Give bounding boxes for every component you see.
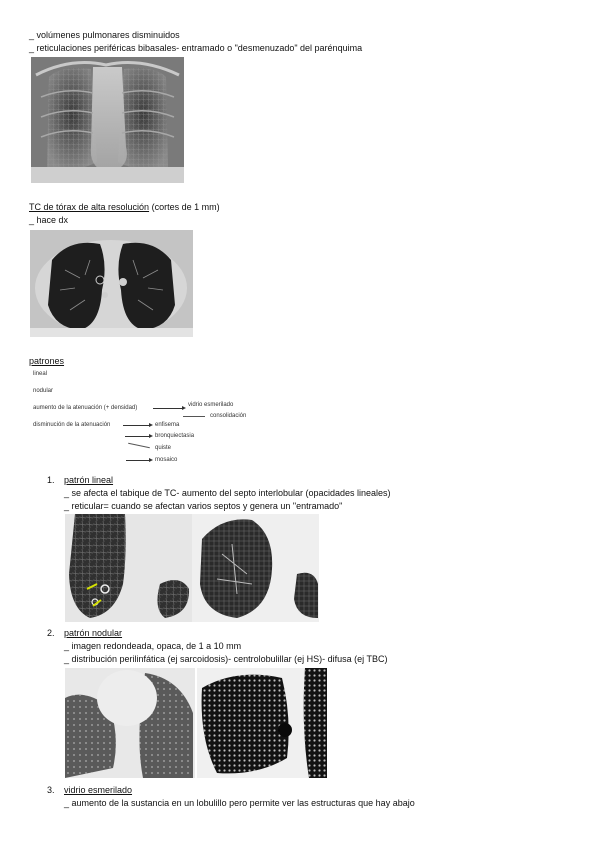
list-item-1-title: patrón lineal (64, 475, 114, 485)
diagram-disminucion: disminución de la atenuación (33, 422, 111, 428)
list-item-3-number: 3. (47, 785, 55, 795)
patrones-heading: patrones (29, 356, 65, 366)
list-item-1-number: 1. (47, 475, 55, 485)
list-item-2-line-2: _ distribución perilinfática (ej sarcoidosis)- centrolobulillar (ej HS)- difusa (ej TBC) (64, 654, 388, 664)
lineal-ct-image-2 (192, 514, 319, 622)
nodular-ct-image-2 (197, 668, 327, 778)
list-item-2-line-1: _ imagen redondeada, opaca, de 1 a 10 mm (64, 641, 242, 651)
arrow-to-enfisema (123, 425, 150, 426)
diagram-mosaico: mosaico (155, 457, 178, 463)
diagram-enfisema: enfisema (155, 422, 180, 428)
arrow-to-bronquiectasia (125, 436, 150, 437)
diagram-nodular: nodular (33, 388, 54, 394)
diagram-vidrio: vidrio esmerilado (188, 402, 234, 408)
arrow-to-vidrio (153, 408, 183, 409)
intro-line-1: _ volúmenes pulmonares disminuidos (29, 30, 180, 40)
line-to-consolidacion (183, 416, 205, 417)
tc-line: _ hace dx (29, 215, 69, 225)
diagram-consolidacion: consolidación (210, 413, 247, 419)
intro-line-2: _ reticulaciones periféricas bibasales- entramado o "desmenuzado" del parénquima (29, 43, 363, 53)
diagram-aumento: aumento de la atenuación (+ densidad) (33, 405, 138, 411)
diagram-quiste: quiste (155, 445, 172, 451)
tc-heading-link: TC de tórax de alta resolución (29, 202, 150, 212)
list-item-1-line-1: _ se afecta el tabique de TC- aumento del septo interlobular (opacidades lineales) (64, 488, 391, 498)
list-item-2-title: patrón nodular (64, 628, 123, 638)
chest-xray-image (31, 57, 184, 183)
list-item-3-title: vidrio esmerilado (64, 785, 133, 795)
nodular-ct-image-1 (65, 668, 195, 778)
ct-scan-image (30, 230, 193, 337)
list-item-3-line-1: _ aumento de la sustancia en un lobulillo pero permite ver las estructuras que hay abajo (64, 798, 415, 808)
diagram-lineal: lineal (33, 371, 48, 377)
lineal-ct-image-1 (65, 514, 192, 622)
line-to-quiste (128, 443, 150, 449)
list-item-1-line-2: _ reticular= cuando se afectan varios septos y genera un "entramado" (64, 501, 343, 511)
diagram-bronquiectasia: bronquiectasia (155, 433, 195, 439)
arrow-to-mosaico (126, 460, 150, 461)
list-item-2-number: 2. (47, 628, 55, 638)
tc-heading (29, 202, 220, 213)
tc-heading-rest: (cortes de 1 mm) (149, 202, 220, 212)
